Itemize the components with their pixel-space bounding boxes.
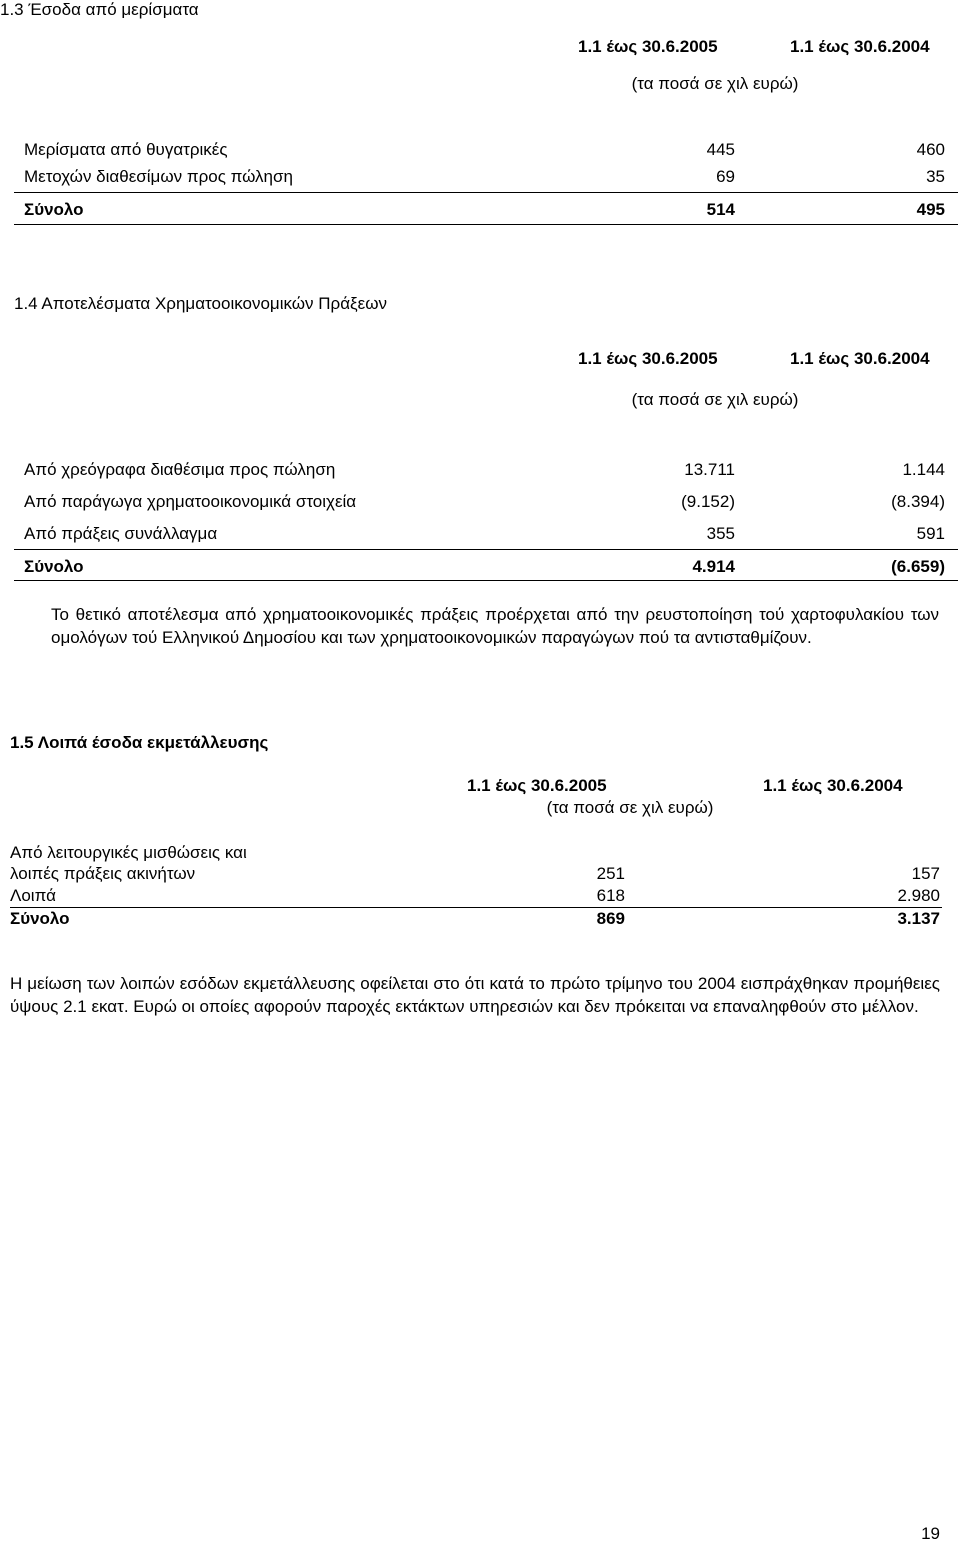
s13-row-v2: 460 xyxy=(916,140,945,159)
s15-total-v2: 3.137 xyxy=(897,909,940,928)
s13-rule-bottom xyxy=(14,224,958,225)
s14-row-v2: (8.394) xyxy=(891,492,945,511)
s14-col2-header: 1.1 έως 30.6.2004 xyxy=(790,349,930,368)
s13-col2-header: 1.1 έως 30.6.2004 xyxy=(790,37,930,56)
s14-row-label: Από πράξεις συνάλλαγμα xyxy=(24,524,218,543)
s15-col2-header: 1.1 έως 30.6.2004 xyxy=(763,776,903,795)
s15-row-label-line2: λοιπές πράξεις ακινήτων xyxy=(10,864,196,883)
s14-row-v1: 13.711 xyxy=(684,460,735,479)
s14-col1-header: 1.1 έως 30.6.2005 xyxy=(578,349,718,368)
s13-col1-header: 1.1 έως 30.6.2005 xyxy=(578,37,718,56)
s15-rule xyxy=(10,907,942,908)
section-1-3-title: 1.3 Έσοδα από μερίσματα xyxy=(0,0,199,19)
s15-row-v1: 251 xyxy=(596,864,625,883)
s13-rule-top xyxy=(14,192,958,193)
s13-row-label: Μετοχών διαθεσίμων προς πώληση xyxy=(24,167,293,186)
s15-total-v1: 869 xyxy=(596,909,625,928)
s14-total-v1: 4.914 xyxy=(692,557,735,576)
s14-row-v1: 355 xyxy=(706,524,735,543)
s14-row-label: Από παράγωγα χρηματοοικονομικά στοιχεία xyxy=(24,492,357,511)
s15-row-label-line1: Από λειτουργικές μισθώσεις και xyxy=(10,843,247,862)
s15-row-v2: 2.980 xyxy=(897,886,940,905)
s13-row-v1: 445 xyxy=(706,140,735,159)
s15-total-label: Σύνολο xyxy=(10,909,70,928)
s15-col1-header: 1.1 έως 30.6.2005 xyxy=(467,776,607,795)
s15-row-label: Λοιπά xyxy=(10,886,56,905)
s13-total-label: Σύνολο xyxy=(24,200,84,219)
s13-row-label: Μερίσματα από θυγατρικές xyxy=(24,140,228,159)
s14-rule-top xyxy=(14,549,958,550)
s14-note: Το θετικό αποτέλεσμα από χρηματοοικονομικές πράξεις προέρχεται από την ρευστοποίηση τού χαρτοφυλακίου των ομολόγων τού Ελληνικού Δημοσίου και των χρηματοοικονομικών παραγώγων πού τα αντισταθμίζουν. xyxy=(51,605,939,647)
s13-total-v2: 495 xyxy=(916,200,945,219)
s13-total-v1: 514 xyxy=(706,200,735,219)
s14-total-v2: (6.659) xyxy=(891,557,945,576)
s14-units: (τα ποσά σε χιλ ευρώ) xyxy=(631,390,799,409)
s13-row-v1: 69 xyxy=(716,167,735,186)
s14-row-v2: 591 xyxy=(916,524,945,543)
s15-row-v1: 618 xyxy=(596,886,625,905)
page-number: 19 xyxy=(921,1524,940,1543)
s14-row-v2: 1.144 xyxy=(902,460,945,479)
s15-units: (τα ποσά σε χιλ ευρώ) xyxy=(546,798,714,817)
section-1-5-title: 1.5 Λοιπά έσοδα εκμετάλλευσης xyxy=(10,733,269,752)
s14-row-label: Από χρεόγραφα διαθέσιμα προς πώληση xyxy=(24,460,336,479)
s14-rule-bottom xyxy=(14,580,958,581)
s14-total-label: Σύνολο xyxy=(24,557,84,576)
s15-row-v2: 157 xyxy=(911,864,940,883)
s13-units: (τα ποσά σε χιλ ευρώ) xyxy=(631,74,799,93)
s15-note: Η μείωση των λοιπών εσόδων εκμετάλλευσης οφείλεται στο ότι κατά το πρώτο τρίμηνο του 2004 εισπράχθηκαν προμήθειες ύψους 2.1 εκατ. Ευρώ οι οποίες αφορούν παροχές εκτάκτων υπηρεσιών και δεν πρόκειται να επαναληφθούν στο μέλλον. xyxy=(10,974,940,1016)
section-1-4-title: 1.4 Αποτελέσματα Χρηματοοικονομικών Πράξεων xyxy=(14,294,388,313)
s13-row-v2: 35 xyxy=(926,167,945,186)
s14-row-v1: (9.152) xyxy=(681,492,735,511)
